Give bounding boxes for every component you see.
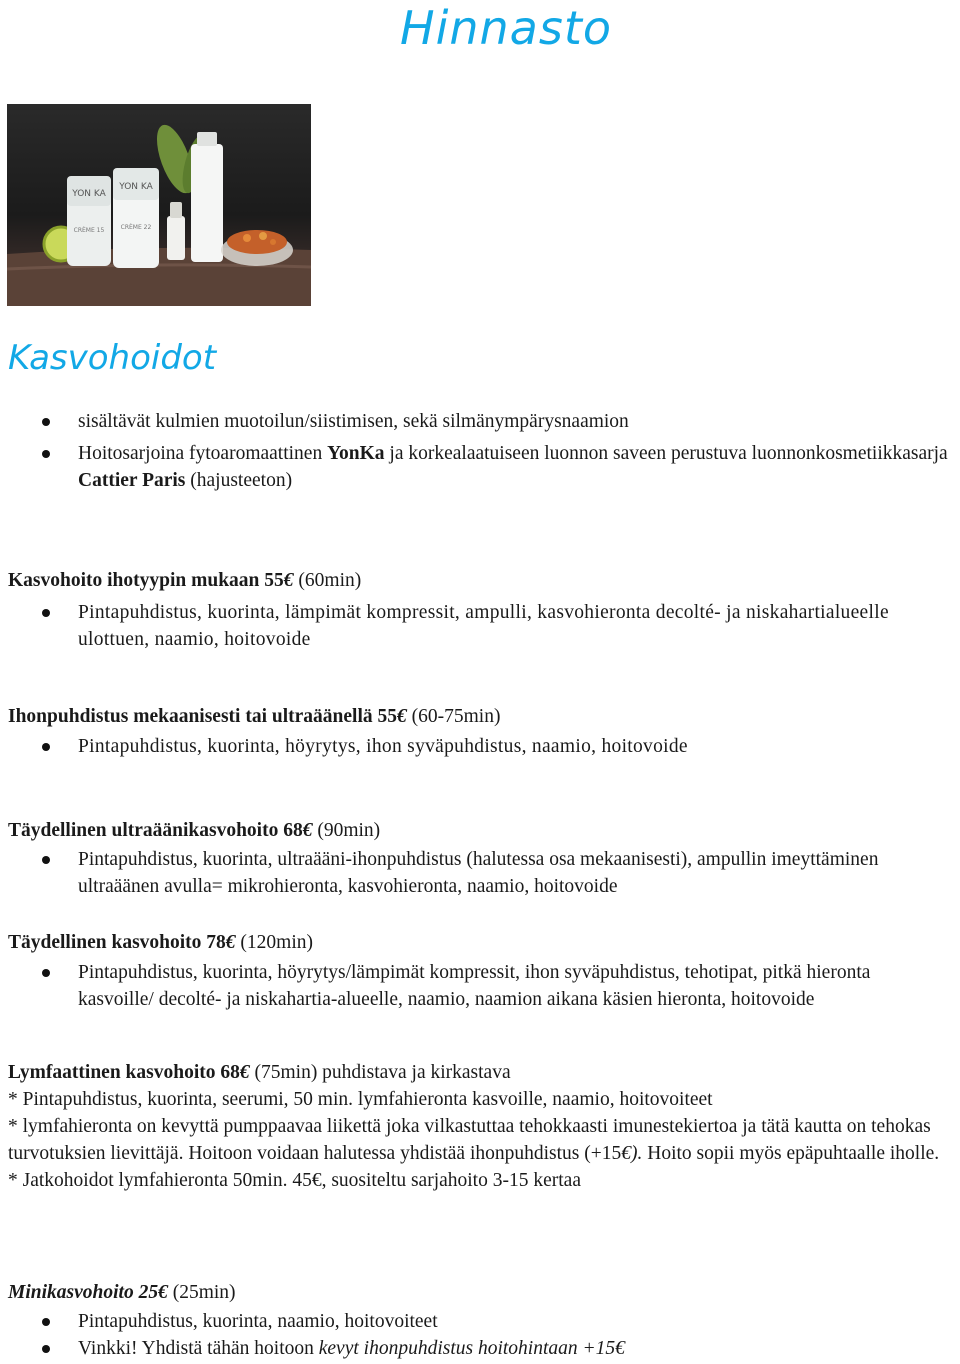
tube-1-label: CRÈME 15 [73, 227, 105, 234]
dropper-bottle [167, 216, 185, 260]
treatment-details [8, 1308, 948, 1362]
treatment-heading: Täydellinen kasvohoito 78€ (120min) [8, 932, 313, 953]
dried-herbs [227, 230, 287, 254]
treatment-deep-cleansing [8, 703, 948, 760]
intro-block [8, 408, 948, 494]
tube-1-brand: YON KA [72, 189, 106, 199]
list-item: sisältävät kulmien muotoilun/siistimisen, sekä silmänympärysnaamion [8, 408, 948, 435]
treatment-note: * Jatkohoidot lymfahieronta 50min. 45€, suositeltu sarjahoito 3-15 kertaa [8, 1170, 581, 1191]
treatment-heading: Täydellinen ultraäänikasvohoito 68€ (90min) [8, 820, 381, 841]
tall-bottle [191, 144, 223, 262]
list-item: Hoitosarjoina fytoaromaattinen YonKa ja korkealaatuiseen luonnon saveen perustuva luonnonkosmetiikkasarja Cattier Paris (hajusteeton) [8, 440, 948, 494]
treatment-complete-facial [8, 929, 948, 1013]
list-item: Pintapuhdistus, kuorinta, lämpimät kompressit, ampulli, kasvohieronta decolté- ja niskahartialueelle ulottuen, naamio, hoitovoide [8, 599, 948, 653]
tube-2-label: CRÈME 22 [120, 224, 152, 231]
list-item: Vinkki! Yhdistä tähän hoitoon kevyt ihonpuhdistus hoitohintaan +15€ [8, 1335, 948, 1362]
treatment-heading: Minikasvohoito 25€ (25min) [8, 1282, 236, 1303]
brand-cattier: Cattier Paris [78, 470, 186, 491]
intro-list [8, 408, 948, 494]
treatment-details [8, 599, 948, 653]
list-item: Pintapuhdistus, kuorinta, ultraääni-ihonpuhdistus (halutessa osa mekaanisesti), ampullin imeyttäminen ultraäänen avulla= mikrohieronta, kasvohieronta, naamio, hoitovoide [8, 846, 948, 900]
bullet-icon [42, 856, 50, 864]
treatment-details [8, 959, 948, 1013]
treatment-mini-facial [8, 1279, 948, 1362]
treatment-lymphatic-facial [8, 1059, 948, 1194]
treatment-note: * lymfahieronta on kevyttä pumppaavaa liikettä joka vilkastuttaa tehokkaasti imunestekiertoa ja tätä kautta on tehokas turvotuksien lievittäjä. Hoitoon voidaan halutessa yhdistää ihonpuhdistus (+15€). Hoito sopii myös epäpuhtaalle iholle. [8, 1116, 940, 1164]
treatment-details [8, 733, 948, 760]
page-title: Hinnasto [400, 1, 613, 55]
product-photo-illustration [7, 104, 311, 306]
treatment-ultrasonic-facial [8, 817, 948, 900]
brand-yonka: YonKa [327, 443, 385, 464]
bullet-icon [42, 1318, 50, 1326]
bullet-icon [42, 743, 50, 751]
bullet-icon [42, 609, 50, 617]
treatment-heading: Lymfaattinen kasvohoito 68€ (75min) puhdistava ja kirkastava [8, 1062, 511, 1083]
bullet-icon [42, 1345, 50, 1353]
tube-2-brand: YON KA [119, 182, 153, 192]
treatment-details [8, 846, 948, 900]
list-item: Pintapuhdistus, kuorinta, höyrytys/lämpimät kompressit, ihon syväpuhdistus, tehotipat, pitkä hieronta kasvoille/ decolté- ja niskahartia-alueelle, naamio, naamion aikana käsien hieronta, hoitovoide [8, 959, 948, 1013]
treatment-heading: Ihonpuhdistus mekaanisesti tai ultraäänellä 55€ (60-75min) [8, 706, 501, 727]
treatment-note: * Pintapuhdistus, kuorinta, seerumi, 50 min. lymfahieronta kasvoille, naamio, hoitovoiteet [8, 1089, 713, 1110]
section-title: Kasvohoidot [8, 338, 217, 378]
product-photo [7, 104, 311, 306]
list-item: Pintapuhdistus, kuorinta, naamio, hoitovoiteet [8, 1308, 948, 1335]
treatment-facial-by-skin-type [8, 567, 948, 653]
bullet-icon [42, 450, 50, 458]
list-item: Pintapuhdistus, kuorinta, höyrytys, ihon syväpuhdistus, naamio, hoitovoide [8, 733, 948, 760]
bullet-icon [42, 418, 50, 426]
bullet-icon [42, 969, 50, 977]
treatment-heading: Kasvohoito ihotyypin mukaan 55€ (60min) [8, 570, 362, 591]
